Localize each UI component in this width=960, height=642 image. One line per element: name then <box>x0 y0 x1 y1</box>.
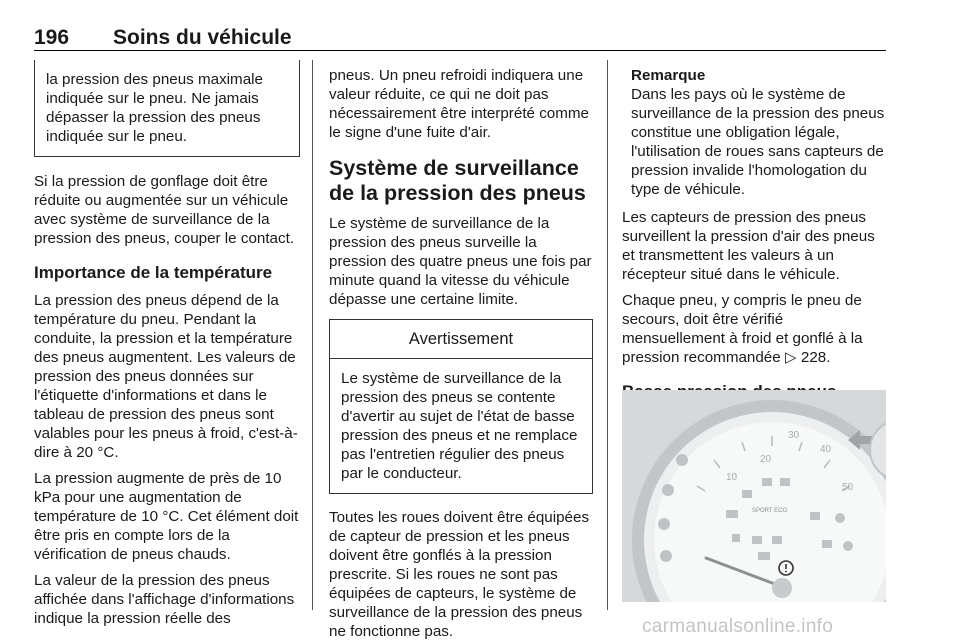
remark-title: Remarque <box>631 67 706 84</box>
gauge-number: 10 <box>726 472 738 483</box>
paragraph: La pression augmente de près de 10 kPa pour une augmentation de température de 10 °C. Cet élément doit être pris en compte lors de la vérification de pneus chauds. <box>34 470 299 563</box>
gauge-number: 20 <box>760 454 772 465</box>
instrument-cluster-image <box>622 390 886 602</box>
section-heading-temperature: Importance de la température <box>34 263 273 282</box>
warning-body <box>330 359 592 493</box>
warning-box <box>329 319 593 494</box>
paragraph <box>622 291 888 367</box>
remark-body: Dans les pays où le système de surveillance de la pression des pneus constitue une obligation légale, l'utilisation de roues sans capteurs de pression invalide l'homologation du type de véhicule. <box>631 86 885 198</box>
page-number: 196 <box>34 26 70 49</box>
continued-box-text: la pression des pneus maximale indiquée sur le pneu. Ne jamais dépasser la pression des pneus indiquée sur le pneu. <box>46 71 263 145</box>
column-left <box>34 60 300 635</box>
page-header <box>34 26 886 52</box>
mode-label: SPORT ECO <box>752 508 788 514</box>
paragraph: La pression des pneus dépend de la température du pneu. Pendant la conduite, la pression et la température des pneus augmentent. Les valeurs de pression des pneus données sur l'étiquette d'informations et dans le tableau de pression des pneus sont valables pour les pneus à froid, c'est-à-dire à 20 °C. <box>34 292 298 461</box>
continued-box <box>34 60 300 157</box>
warning-title: Avertissement <box>330 320 592 359</box>
header-rule <box>34 50 886 51</box>
gauge-number: 50 <box>842 482 854 493</box>
column-right <box>622 66 888 410</box>
paragraph-text: Chaque pneu, y compris le pneu de secours, doit être vérifié mensuellement à froid et gonflé à la pression recommandée <box>622 292 863 366</box>
gauge-number: 40 <box>820 444 832 455</box>
column-divider <box>607 60 608 610</box>
paragraph: Si la pression de gonflage doit être réduite ou augmentée sur un véhicule avec système de surveillance de la pression des pneus, couper le contact. <box>34 173 295 247</box>
page-reference-link[interactable]: 228. <box>800 349 831 366</box>
paragraph: Les capteurs de pression des pneus surveillent la pression d'air des pneus et transmettent les valeurs à un récepteur situé dans le véhicule. <box>622 209 875 283</box>
column-divider <box>312 60 313 610</box>
watermark: carmanualsonline.info <box>642 616 834 637</box>
column-middle <box>329 66 593 642</box>
remark-note <box>622 66 888 199</box>
section-heading-tpms: Système de surveillance de la pression des pneus <box>329 156 586 205</box>
paragraph: Le système de surveillance de la pression des pneus surveille la pression des quatre pneus une fois par minute quand la vitesse du véhicule dépasse une certaine limite. <box>329 215 592 308</box>
paragraph: Toutes les roues doivent être équipées de capteur de pression et les pneus doivent être gonflés à la pression prescrite. Si les roues ne sont pas équipées de capteurs, le système de surveillance de la pression des pneus ne fonctionne pas. <box>329 509 590 640</box>
page-reference-icon[interactable]: ▷ <box>784 349 797 366</box>
gauge-number: 30 <box>788 430 800 441</box>
paragraph: pneus. Un pneu refroidi indiquera une valeur réduite, ce qui ne doit pas nécessairement être interprété comme le signe d'une fuite d'air. <box>329 67 589 141</box>
page-title: Soins du véhicule <box>113 26 292 49</box>
instrument-cluster-svg <box>622 390 886 602</box>
paragraph: La valeur de la pression des pneus affichée dans l'affichage d'informations indique la pression réelle des <box>34 572 295 627</box>
warning-text: Le système de surveillance de la pression des pneus se contente d'avertir au sujet de l'état de basse pression des pneus et ne remplace pas l'entretien régulier des pneus par le conducteur. <box>341 370 578 482</box>
